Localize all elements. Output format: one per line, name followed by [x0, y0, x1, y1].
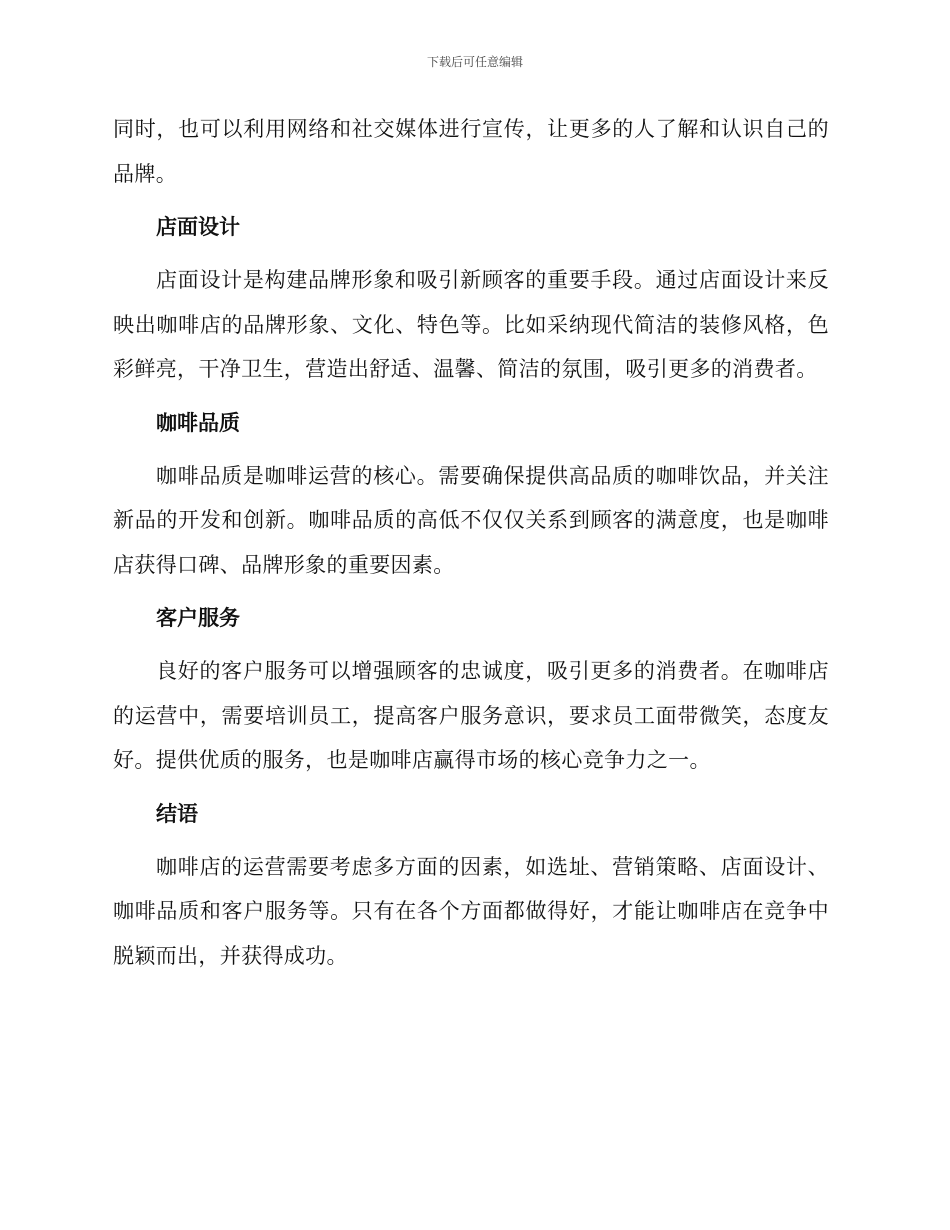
section-heading-customer-service: 客户服务 [156, 606, 240, 630]
section-body-conclusion: 咖啡店的运营需要考虑多方面的因素，如选址、营销策略、店面设计、咖啡品质和客户服务等。只有在各个方面都做得好，才能让咖啡店在竞争中脱颖而出，并获得成功。 [113, 854, 829, 968]
section-heading-coffee-quality: 咖啡品质 [156, 410, 240, 435]
page-header-note: 下载后可任意编辑 [426, 55, 523, 69]
intro-paragraph: 同时，也可以利用网络和社交媒体进行宣传，让更多的人了解和认识自己的品牌。 [113, 117, 829, 186]
document-body [113, 107, 829, 978]
section-body-customer-service: 良好的客户服务可以增强顾客的忠诚度，吸引更多的消费者。在咖啡店的运营中，需要培训员工，提高客户服务意识，要求员工面带微笑，态度友好。提供优质的服务，也是咖啡店赢得市场的核心竞争力之一。 [113, 659, 829, 772]
section-heading-conclusion: 结语 [156, 801, 198, 826]
section-body-coffee-quality: 咖啡品质是咖啡运营的核心。需要确保提供高品质的咖啡饮品，并关注新品的开发和创新。咖啡品质的高低不仅仅关系到顾客的满意度，也是咖啡店获得口碑、品牌形象的重要因素。 [113, 463, 829, 577]
section-heading-storefront: 店面设计 [156, 215, 240, 239]
section-body-storefront: 店面设计是构建品牌形象和吸引新顾客的重要手段。通过店面设计来反映出咖啡店的品牌形象、文化、特色等。比如采纳现代简洁的装修风格，色彩鲜亮，干净卫生，营造出舒适、温馨、简洁的氛围，吸引更多的消费者。 [113, 268, 829, 381]
